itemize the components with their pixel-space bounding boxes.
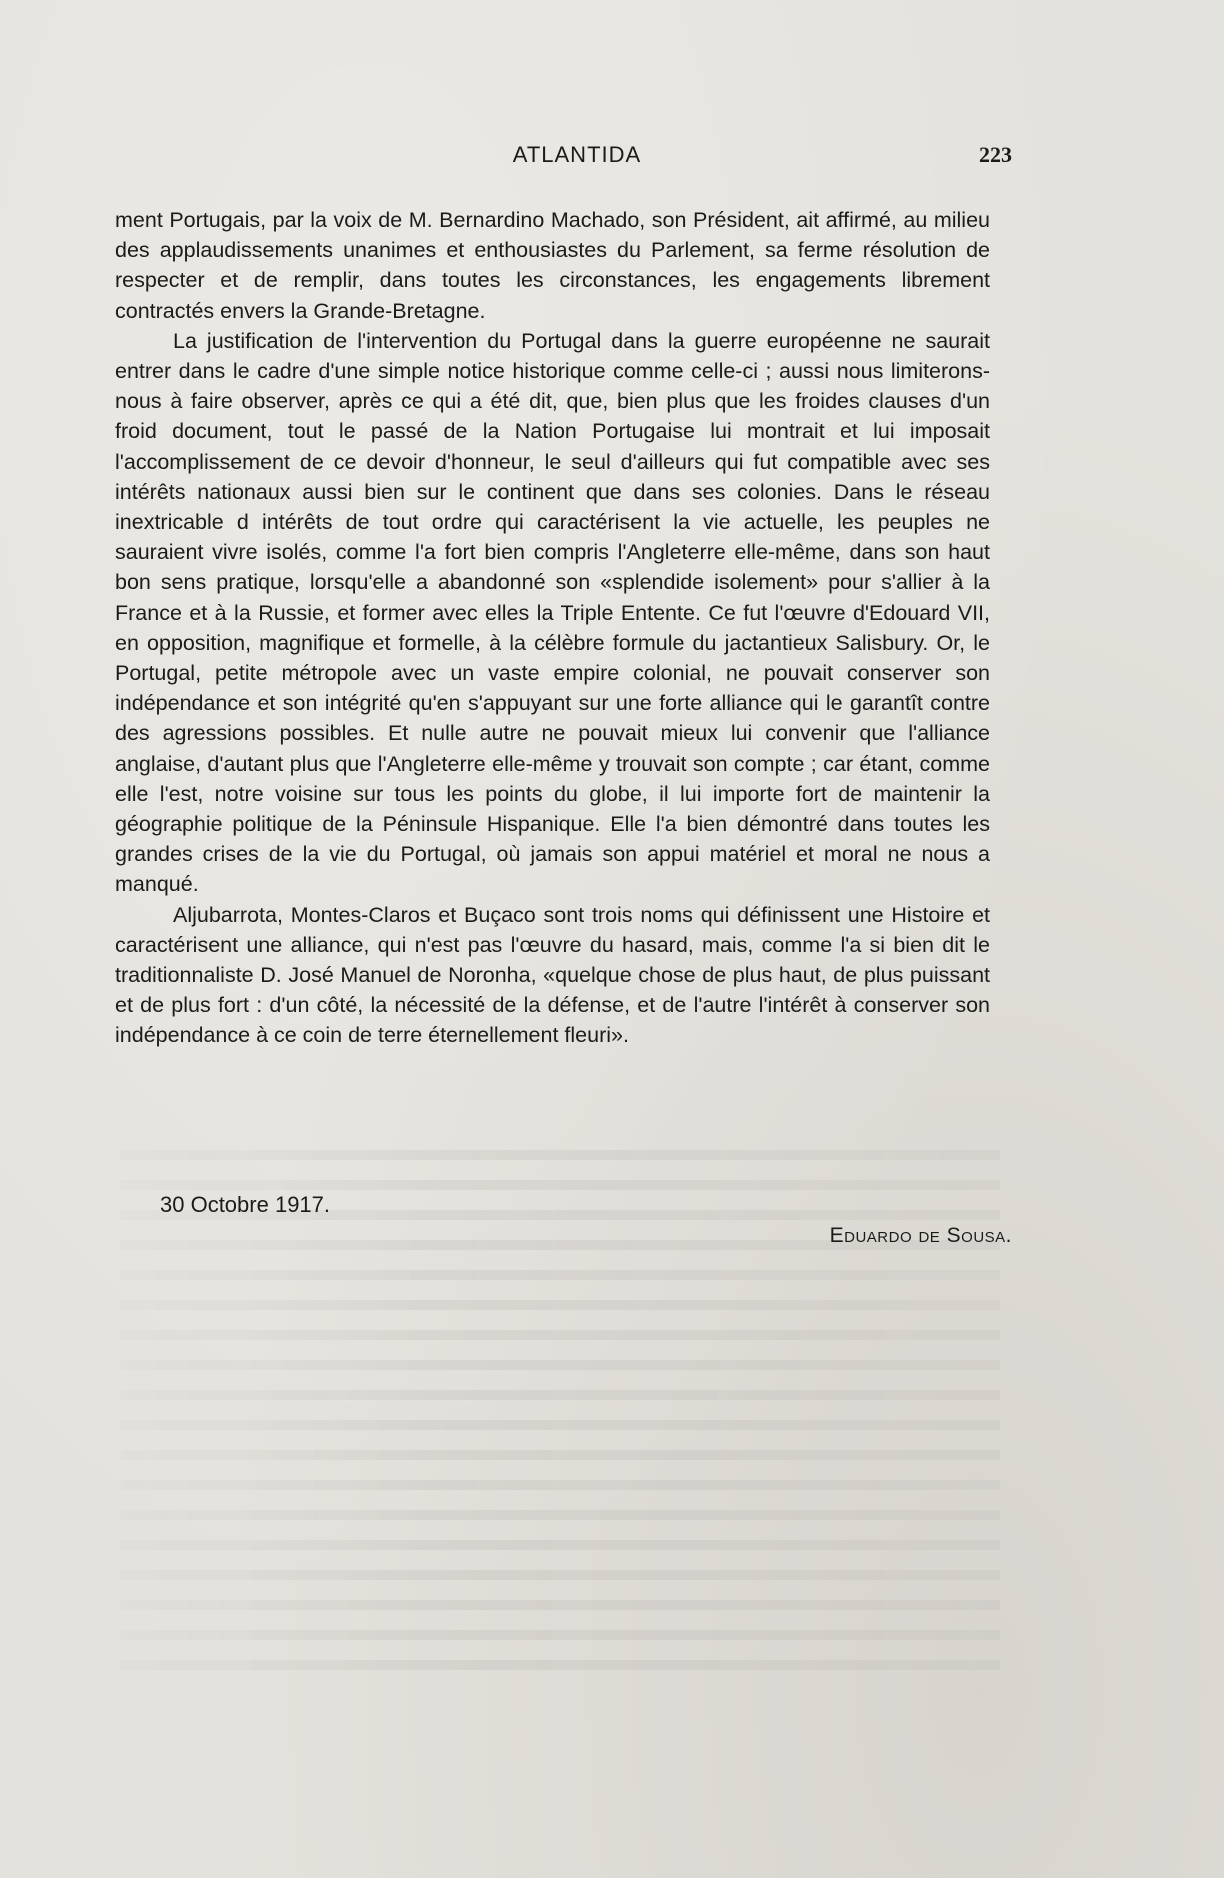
article-body (115, 205, 990, 1051)
author-signature: Eduardo de Sousa. (829, 1224, 1012, 1247)
paragraph-continuation: ment Portugais, par la voix de M. Bernardino Machado, son Président, ait affirmé, au milieu des applaudissements unanimes et enthousiastes du Parlement, sa ferme résolution de respecter et de remplir, dans toutes les circonstances, les engagements librement contractés envers la Grande-Bretagne. (115, 208, 990, 323)
paragraph-aljubarrota: Aljubarrota, Montes-Claros et Buçaco sont trois noms qui définissent une Histoire et caractérisent une alliance, qui n'est pas l'œuvre du hasard, mais, comme l'a si bien dit le traditionnaliste D. José Manuel de Noronha, «quelque chose de plus haut, de plus puissant et de plus fort : d'un côté, la nécessité de la défense, et de l'autre l'intérêt à conserver son indépendance à ce coin de terre éternellement fleuri». (115, 902, 990, 1048)
show-through-texture (120, 1150, 1000, 1670)
dateline: 30 Octobre 1917. (160, 1192, 331, 1217)
running-header (142, 142, 1012, 172)
page-number: 223 (979, 142, 1012, 167)
paragraph-justification: La justification de l'intervention du Portugal dans la guerre européenne ne saurait entrer dans le cadre d'une simple notice historique comme celle-ci ; aussi nous limiterons-nous à faire observer, après ce qui a été dit, que, bien plus que les froides clauses d'un froid document, tout le passé de la Nation Portugaise lui montrait et lui imposait l'accomplissement de ce devoir d'honneur, le seul d'ailleurs qui fut compatible avec ses intérêts nationaux aussi bien sur le continent que dans ses colonies. Dans le réseau inextricable d intérêts de tout ordre qui caractérisent la vie actuelle, les peuples ne sauraient vivre isolés, comme l'a fort bien compris l'Angleterre elle-même, dans son haut bon sens pratique, lorsqu'elle a abandonné son «splendide isolement» pour s'allier à la France et à la Russie, et former avec elles la Triple Entente. Ce fut l'œuvre d'Edouard VII, en opposition, magnifique et formelle, à la célèbre formule du jactantieux Salisbury. Or, le Portugal, petite métropole avec un vaste empire colonial, ne pouvait conserver son indépendance et son intégrité qu'en s'appuyant sur une forte alliance qui le garantît contre des agressions possibles. Et nulle autre ne pouvait mieux lui convenir que l'alliance anglaise, d'autant plus que l'Angleterre elle-même y trouvait son compte ; car étant, comme elle l'est, notre voisine sur tous les points du globe, il lui importe fort de maintenir la géographie politique de la Péninsule Hispanique. Elle l'a bien démontré dans toutes les grandes crises de la vie du Portugal, où jamais son appui matériel et moral ne nous a manqué. (115, 328, 990, 897)
running-title: ATLANTIDA (512, 142, 642, 167)
